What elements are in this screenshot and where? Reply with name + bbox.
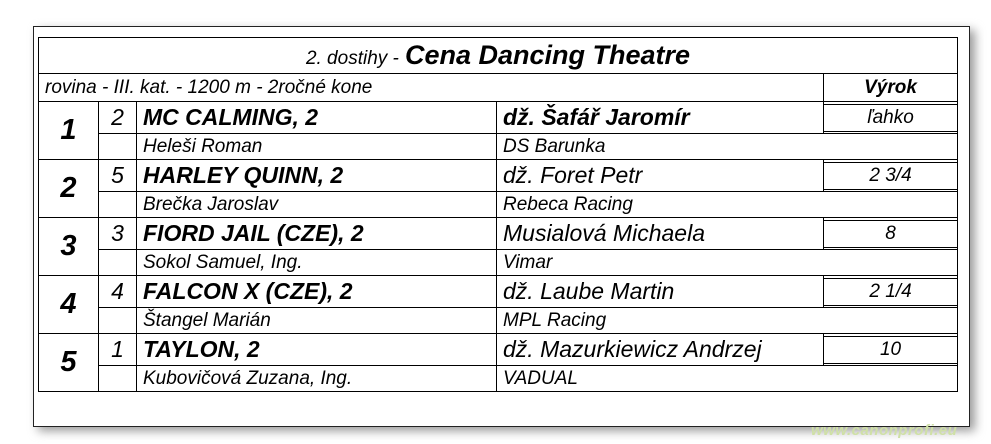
stable-name: Rebeca Racing: [497, 192, 958, 218]
horse-name: TAYLON, 2: [137, 334, 497, 366]
margin-value: ľahko: [824, 104, 958, 132]
horse-name: HARLEY QUINN, 2: [137, 160, 497, 192]
owner-name: Štangel Marián: [137, 308, 497, 334]
result-row: [39, 218, 958, 250]
jockey-name: dž. Laube Martin: [497, 276, 824, 308]
result-subrow: [39, 308, 958, 334]
horse-name: FIORD JAIL (CZE), 2: [137, 218, 497, 250]
horse-number: 2: [99, 102, 137, 134]
margin-value: 2 1/4: [824, 278, 958, 306]
margin-value: 2 3/4: [824, 162, 958, 190]
horse-number: 5: [99, 160, 137, 192]
stable-name: VADUAL: [497, 366, 958, 392]
stable-name: DS Barunka: [497, 134, 958, 160]
margin-cell: [824, 160, 958, 192]
horse-number: 1: [99, 334, 137, 366]
result-row: [39, 334, 958, 366]
jockey-name: dž. Šafář Jaromír: [497, 102, 824, 134]
jockey-name: dž. Foret Petr: [497, 160, 824, 192]
stable-name: MPL Racing: [497, 308, 958, 334]
place-cell: 4: [39, 276, 99, 334]
place-cell: 2: [39, 160, 99, 218]
jockey-name: Musialová Michaela: [497, 218, 824, 250]
result-row: [39, 276, 958, 308]
owner-name: Sokol Samuel, Ing.: [137, 250, 497, 276]
place-cell: 3: [39, 218, 99, 276]
place-cell: 1: [39, 102, 99, 160]
spacer-cell: [99, 308, 137, 334]
result-row: [39, 102, 958, 134]
spacer-cell: [99, 250, 137, 276]
result-subrow: [39, 134, 958, 160]
place-cell: 5: [39, 334, 99, 392]
horse-name: MC CALMING, 2: [137, 102, 497, 134]
stable-name: Vimar: [497, 250, 958, 276]
race-name: Cena Dancing Theatre: [405, 40, 691, 70]
race-info: rovina - III. kat. - 1200 m - 2ročné kone: [39, 74, 824, 102]
margin-cell: [824, 334, 958, 366]
horse-number: 4: [99, 276, 137, 308]
horse-number: 3: [99, 218, 137, 250]
owner-name: Kubovičová Zuzana, Ing.: [137, 366, 497, 392]
title-row: [39, 38, 958, 74]
owner-name: Heleši Roman: [137, 134, 497, 160]
results-table: [38, 37, 958, 392]
info-row: [39, 74, 958, 102]
owner-name: Brečka Jaroslav: [137, 192, 497, 218]
watermark: www.canonprofi.eu: [811, 422, 958, 439]
race-title: [39, 38, 958, 74]
margin-header: Výrok: [824, 74, 958, 102]
results-card: [33, 26, 970, 427]
margin-cell: [824, 102, 958, 134]
result-subrow: [39, 366, 958, 392]
spacer-cell: [99, 134, 137, 160]
horse-name: FALCON X (CZE), 2: [137, 276, 497, 308]
result-subrow: [39, 250, 958, 276]
margin-value: 8: [824, 220, 958, 248]
spacer-cell: [99, 366, 137, 392]
margin-value: 10: [824, 336, 958, 364]
result-row: [39, 160, 958, 192]
margin-cell: [824, 276, 958, 308]
result-subrow: [39, 192, 958, 218]
race-prefix: 2. dostihy -: [305, 48, 399, 69]
spacer-cell: [99, 192, 137, 218]
jockey-name: dž. Mazurkiewicz Andrzej: [497, 334, 824, 366]
margin-cell: [824, 218, 958, 250]
